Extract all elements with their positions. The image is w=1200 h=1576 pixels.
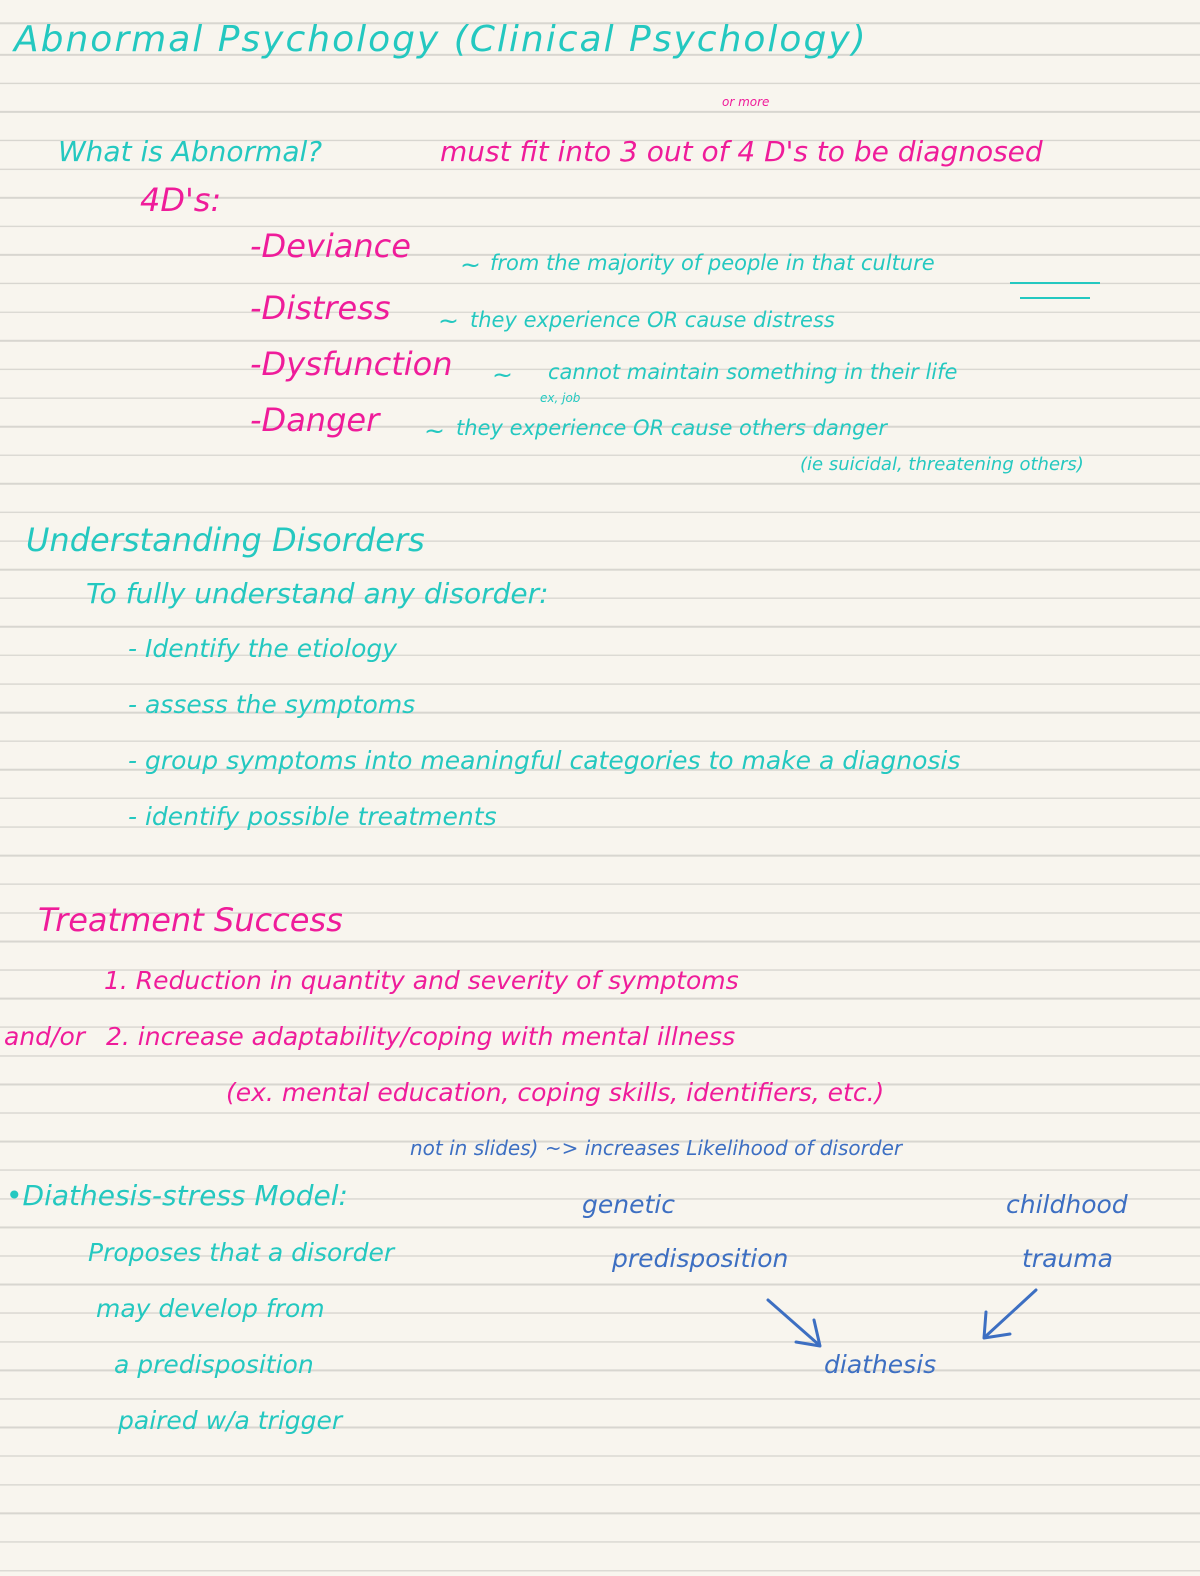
list-item: - assess the symptoms (128, 690, 416, 719)
treatment-heading: Treatment Success (38, 901, 343, 939)
d-term-danger: -Danger (250, 401, 380, 439)
d-note-danger: (ie suicidal, threatening others) (800, 454, 1084, 475)
or-more-note: or more (722, 95, 770, 109)
diagram-left-line-2: predisposition (612, 1244, 789, 1273)
d-desc-distress: they experience OR cause distress (470, 308, 835, 332)
diagram-left-line-1: genetic (582, 1190, 675, 1219)
understanding-heading: Understanding Disorders (26, 521, 425, 559)
diathesis-desc-line: a predisposition (114, 1350, 314, 1379)
arrow-left-to-center (768, 1300, 818, 1344)
list-item: - identify possible treatments (128, 802, 497, 831)
arrow-right-to-center (986, 1290, 1036, 1336)
four-ds-heading: 4D's: (140, 181, 222, 219)
and-or-label: and/or (4, 1022, 86, 1051)
list-item: - group symptoms into meaningful categories to make a diagnosis (128, 746, 961, 775)
d-desc-danger: they experience OR cause others danger (456, 416, 888, 440)
diagram-center: diathesis (824, 1350, 937, 1379)
abnormal-question: What is Abnormal? (58, 135, 323, 168)
d-term-dysfunction: -Dysfunction (250, 345, 453, 383)
diagram-right-line-1: childhood (1006, 1190, 1128, 1219)
d-desc-deviance: from the majority of people in that culture (490, 251, 935, 275)
diathesis-heading: •Diathesis-stress Model: (6, 1179, 348, 1212)
treatment-example: (ex. mental education, coping skills, identifiers, etc.) (226, 1078, 885, 1107)
diathesis-desc-line: may develop from (96, 1294, 325, 1323)
d-term-deviance: -Deviance (250, 227, 411, 265)
understanding-intro: To fully understand any disorder: (86, 577, 549, 610)
d-sep-distress: ~ (438, 306, 459, 335)
d-desc-dysfunction: cannot maintain something in their life (548, 360, 958, 384)
diathesis-desc-line: paired w/a trigger (118, 1406, 343, 1435)
treatment-item-1: 1. Reduction in quantity and severity of symptoms (104, 966, 739, 995)
diagram-right-line-2: trauma (1022, 1244, 1113, 1273)
diagnosis-criterion: must fit into 3 out of 4 D's to be diagnosed (440, 135, 1043, 168)
d-sep-deviance: ~ (460, 250, 481, 279)
page-title: Abnormal Psychology (Clinical Psychology) (14, 19, 868, 60)
treatment-item-2: 2. increase adaptability/coping with mental illness (106, 1022, 736, 1051)
d-sep-dysfunction: ~ (492, 360, 513, 389)
diathesis-desc-line: Proposes that a disorder (88, 1238, 395, 1267)
d-note-dysfunction: ex, job (540, 391, 581, 405)
d-sep-danger: ~ (424, 416, 445, 445)
d-term-distress: -Distress (250, 289, 391, 327)
diathesis-side-note: not in slides) ~> increases Likelihood of disorder (410, 1136, 903, 1160)
list-item: - Identify the etiology (128, 634, 398, 663)
